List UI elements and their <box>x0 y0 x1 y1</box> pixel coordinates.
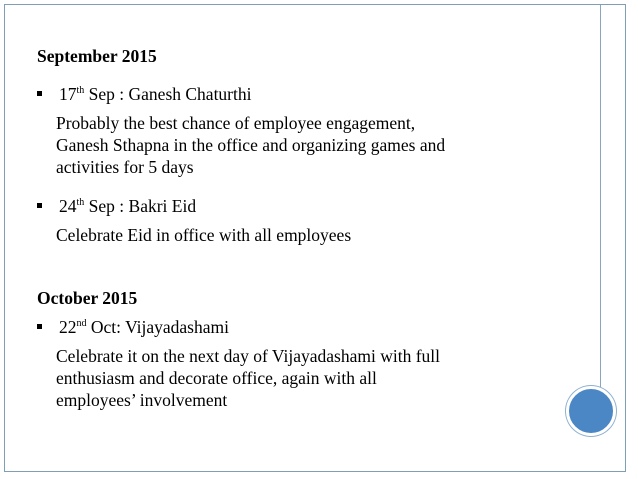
item-date-title: Sep : Bakri Eid <box>84 196 197 216</box>
description-line: employees’ involvement <box>56 390 228 410</box>
item-description <box>56 224 561 246</box>
item-description <box>56 345 561 411</box>
item-date-number: 17 <box>59 84 77 104</box>
description-line: Celebrate it on the next day of Vijayadashami with full <box>56 346 441 366</box>
item-date-title: Oct: Vijayadashami <box>86 317 229 337</box>
slide-right-rule <box>600 5 601 398</box>
item-description <box>56 112 561 178</box>
square-bullet-icon <box>37 203 42 208</box>
description-line: Celebrate Eid in office with all employees <box>56 225 352 245</box>
description-line: Probably the best chance of employee engagement, <box>56 113 416 133</box>
bullet-item-bakri-eid <box>37 195 196 217</box>
item-date-suffix: th <box>76 85 85 97</box>
item-date-title: Sep : Ganesh Chaturthi <box>84 84 252 104</box>
item-date-suffix: nd <box>76 318 87 330</box>
description-line: activities for 5 days <box>56 157 194 177</box>
bullet-item-vijayadashami <box>37 316 229 338</box>
section-heading-september: September 2015 <box>37 46 157 66</box>
description-line: Ganesh Sthapna in the office and organizing games and <box>56 135 446 155</box>
decorative-circle <box>566 386 616 436</box>
item-date-suffix: th <box>76 197 85 209</box>
description-line: enthusiasm and decorate office, again with all <box>56 368 377 388</box>
bullet-item-ganesh-chaturthi <box>37 83 251 105</box>
square-bullet-icon <box>37 324 42 329</box>
item-date-number: 22 <box>59 317 77 337</box>
item-date-number: 24 <box>59 196 77 216</box>
section-heading-october: October 2015 <box>37 288 138 308</box>
square-bullet-icon <box>37 91 42 96</box>
